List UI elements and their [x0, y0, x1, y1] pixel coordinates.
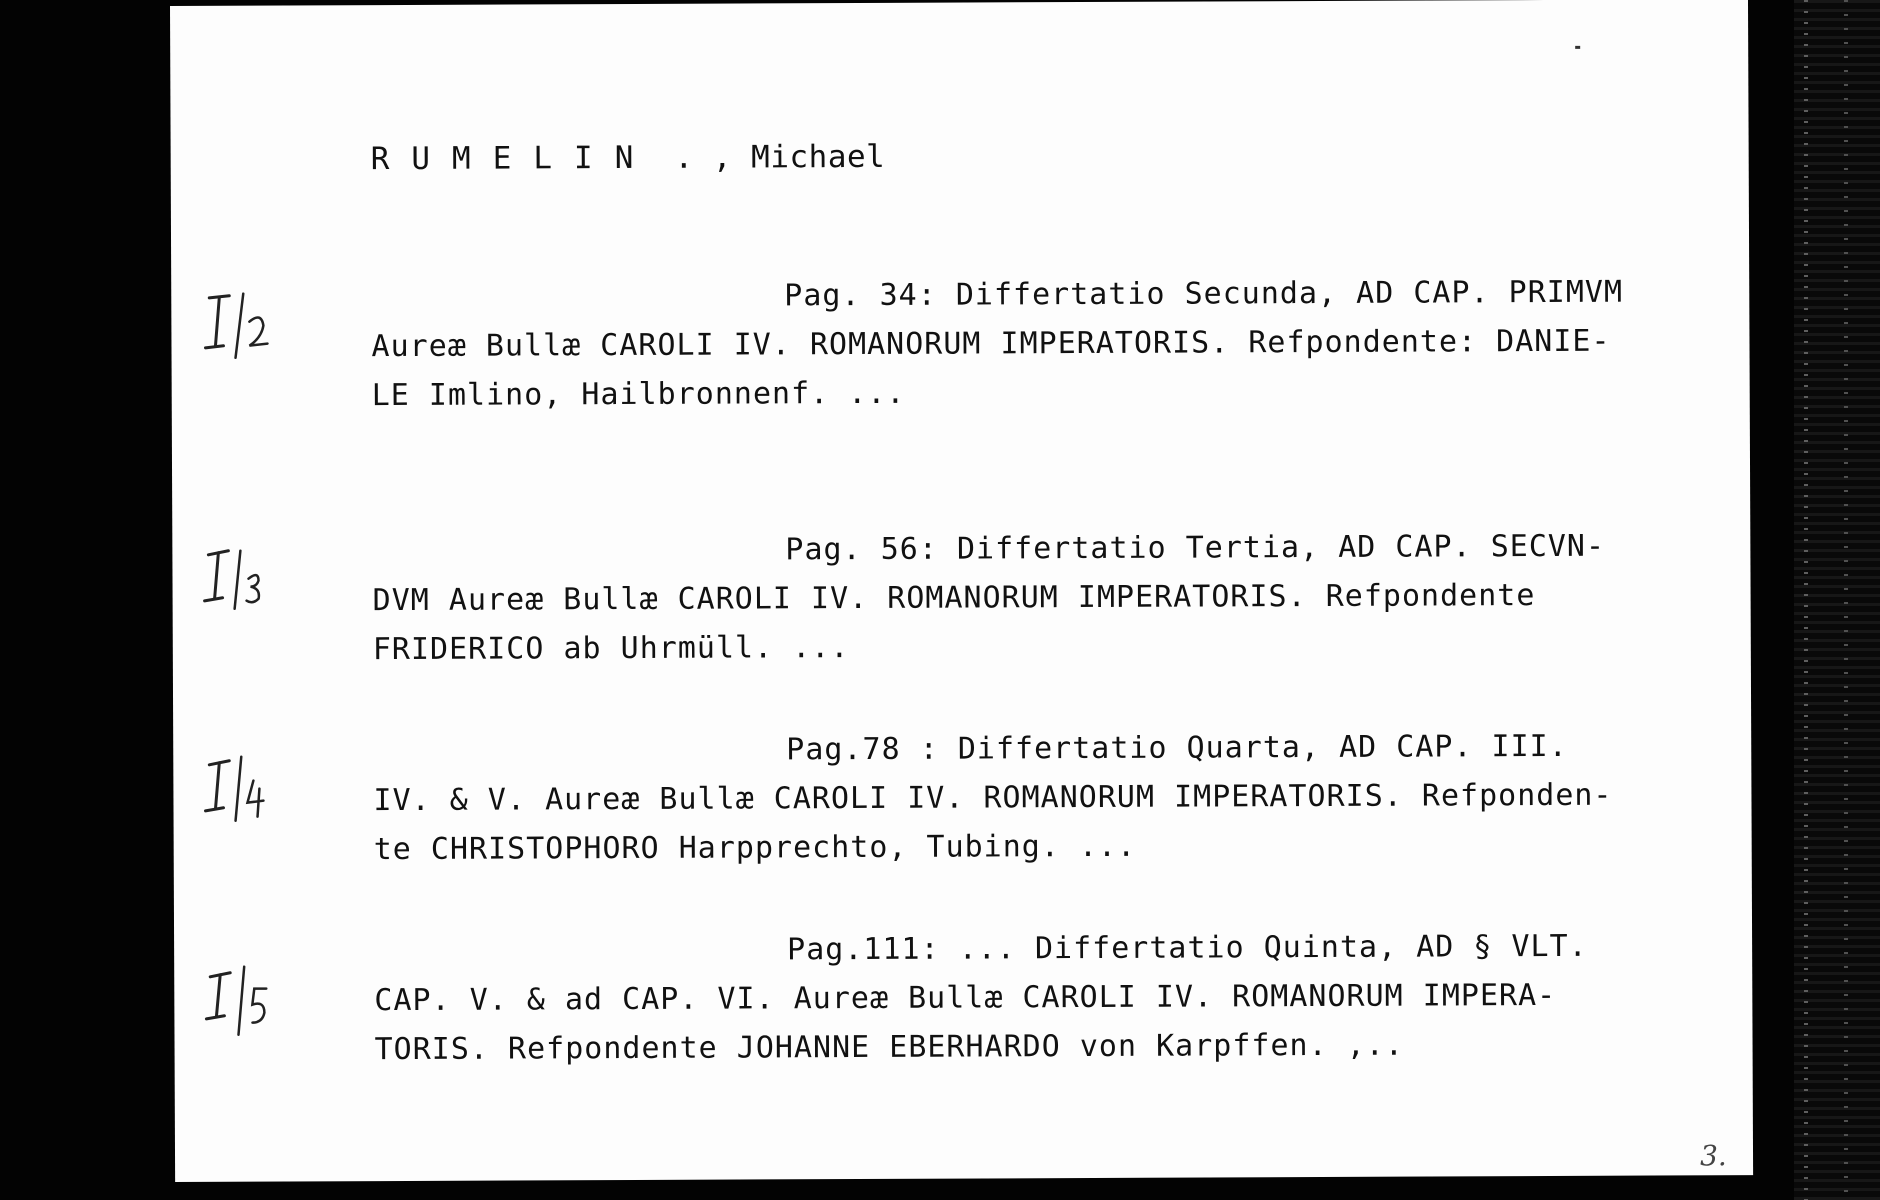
handwritten-mark-entry-2 — [192, 541, 282, 631]
handwritten-mark-entry-3 — [193, 751, 283, 841]
author-given-name: Michael — [731, 138, 886, 176]
entry-2-line-1: Pag. 56: Differtatio Tertia, AD CAP. SECVN- — [785, 528, 1606, 568]
entry-1-line-1: Pag. 34: Differtatio Secunda, AD CAP. PRIMVM — [784, 274, 1624, 314]
ink-speck — [1575, 46, 1580, 49]
catalog-card — [170, 0, 1753, 1182]
entry-1-line-2: Aureæ Bullæ CAROLI IV. ROMANORUM IMPERATORIS. Refpondente: DANIE- — [371, 323, 1611, 365]
entry-2-line-2: DVM Aureæ Bullæ CAROLI IV. ROMANORUM IMPERATORIS. Refpondente — [372, 578, 1536, 619]
entry-4-line-2: CAP. V. & ad CAP. VI. Aureæ Bullæ CAROLI IV. ROMANORUM IMPERA- — [374, 977, 1557, 1019]
author-surname: RUMELIN — [370, 139, 656, 178]
author-heading — [371, 139, 886, 177]
handwritten-i5-icon — [194, 961, 284, 1051]
entry-4-line-1: Pag.111: ... Differtatio Quinta, AD § VLT. — [787, 928, 1588, 968]
entry-3-line-1: Pag.78 : Differtatio Quarta, AD CAP. III. — [786, 728, 1568, 768]
entry-1 — [371, 267, 1742, 420]
entry-3-line-3: te CHRISTOPHORO Harpprechto, Tubing. ... — [373, 828, 1137, 868]
adjacent-card-edge — [1794, 0, 1880, 1200]
entry-3-line-2: IV. & V. Aureæ Bullæ CAROLI IV. ROMANORUM IMPERATORIS. Refponden- — [373, 777, 1613, 819]
heading-separator: . , — [655, 139, 733, 176]
entry-2-line-3: FRIDERICO ab Uhrmüll. ... — [372, 630, 850, 668]
entry-4 — [374, 921, 1745, 1074]
entry-1-line-3: LE Imlino, Hailbronnenf. ... — [371, 375, 906, 414]
handwritten-mark-entry-1 — [191, 286, 281, 376]
handwritten-i2-icon — [191, 286, 281, 376]
entry-3 — [373, 721, 1744, 874]
page-number: 3. — [1699, 1139, 1727, 1173]
entry-4-line-3: TORIS. Refpondente JOHANNE EBERHARDO von Karpffen. ,.. — [374, 1027, 1404, 1068]
entry-2 — [372, 521, 1743, 674]
handwritten-i4-icon — [193, 751, 283, 841]
handwritten-i3-icon — [192, 541, 282, 631]
handwritten-mark-entry-4 — [194, 961, 284, 1051]
